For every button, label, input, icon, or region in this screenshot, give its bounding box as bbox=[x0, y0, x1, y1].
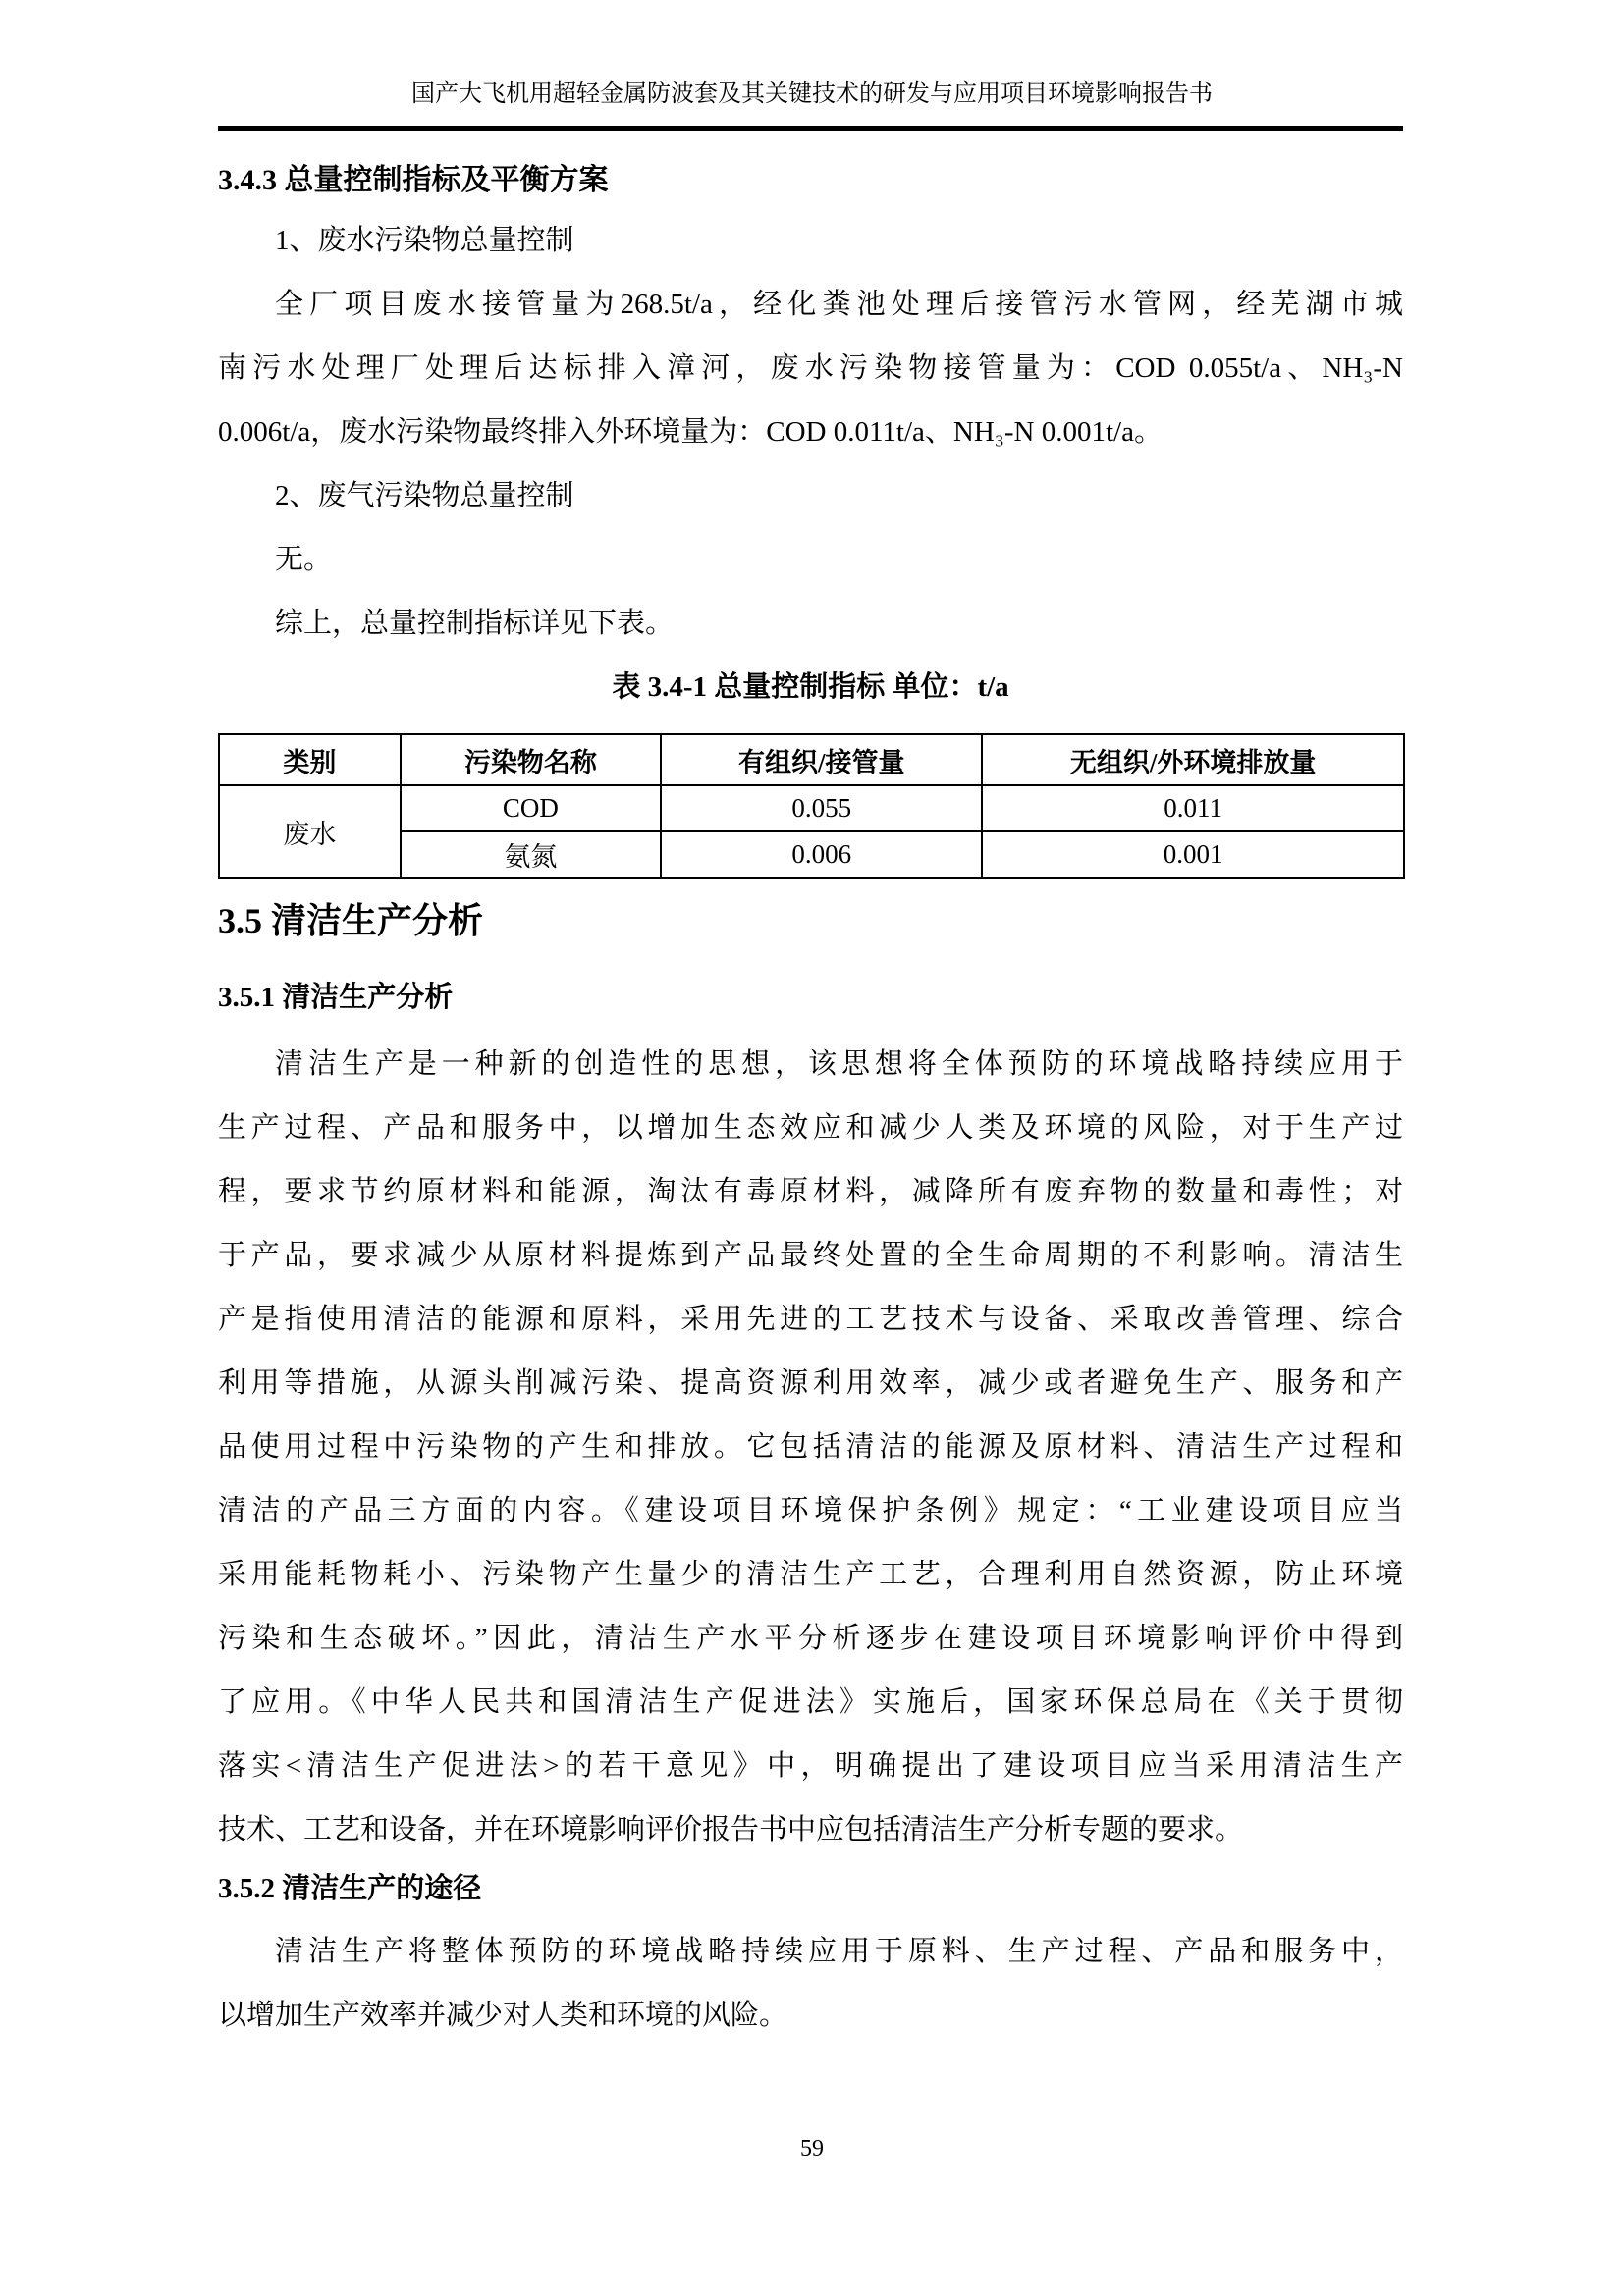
table-header-organized: 有组织/接管量 bbox=[661, 734, 982, 785]
text-line: 南污水处理厂处理后达标排入漳河，废水污染物接管量为：COD 0.055t/a、NH₃-N bbox=[218, 352, 1403, 384]
table-header-row bbox=[219, 734, 1404, 785]
section-3-5-1-heading: 3.5.1 清洁生产分析 bbox=[218, 982, 454, 1013]
text-line: 了应用。《中华人民共和国清洁生产促进法》实施后，国家环保总局在《关于贯彻 bbox=[218, 1686, 1403, 1718]
table-cell-unorganized: 0.011 bbox=[982, 785, 1404, 831]
text-line: 技术、工艺和设备，并在环境影响评价报告书中应包括清洁生产分析专题的要求。 bbox=[218, 1814, 1244, 1845]
table-header-unorganized: 无组织/外环境排放量 bbox=[982, 734, 1404, 785]
section-3-5-2-heading: 3.5.2 清洁生产的途径 bbox=[218, 1873, 482, 1904]
text-line: 全厂项目废水接管量为268.5t/a，经化粪池处理后接管污水管网，经芜湖市城 bbox=[275, 289, 1403, 320]
text-line: 程，要求节约原材料和能源，淘汰有毒原材料，减降所有废弃物的数量和毒性；对 bbox=[218, 1176, 1403, 1207]
text-line: 2、废气污染物总量控制 bbox=[275, 480, 574, 511]
text-line: 1、废水污染物总量控制 bbox=[275, 225, 574, 256]
text-line: 产是指使用清洁的能源和原料，采用先进的工艺技术与设备、采取改善管理、综合 bbox=[218, 1304, 1403, 1335]
table-3-4-1 bbox=[218, 733, 1405, 879]
table-cell-unorganized: 0.001 bbox=[982, 831, 1404, 878]
text-line: 无。 bbox=[275, 544, 333, 575]
section-3-4-3-body bbox=[218, 209, 1403, 656]
text-line: 污染和生态破坏。”因此，清洁生产水平分析逐步在建设项目环境影响评价中得到 bbox=[218, 1623, 1403, 1654]
page-number: 59 bbox=[800, 2136, 824, 2162]
text-line: 以增加生产效率并减少对人类和环境的风险。 bbox=[218, 2000, 788, 2031]
table-row bbox=[219, 785, 1404, 831]
text-line: 清洁生产将整体预防的环境战略持续应用于原料、生产过程、产品和服务中， bbox=[275, 1936, 1403, 1967]
table-cell-pollutant: COD bbox=[401, 785, 662, 831]
section-3-5-2-body bbox=[218, 1920, 1403, 2048]
section-3-4-3-heading: 3.4.3 总量控制指标及平衡方案 bbox=[218, 164, 609, 196]
table-cell-organized: 0.055 bbox=[661, 785, 982, 831]
text-line: 落实<清洁生产促进法>的若干意见》中，明确提出了建设项目应当采用清洁生产 bbox=[218, 1750, 1403, 1782]
text-line: 综上，总量控制指标详见下表。 bbox=[275, 608, 675, 639]
text-line: 清洁生产是一种新的创造性的思想，该思想将全体预防的环境战略持续应用于 bbox=[275, 1048, 1403, 1080]
text-line: 清洁的产品三方面的内容。《建设项目环境保护条例》规定：“工业建设项目应当 bbox=[218, 1495, 1403, 1526]
table-cell-organized: 0.006 bbox=[661, 831, 982, 878]
text-line: 0.006t/a，废水污染物最终排入外环境量为：COD 0.011t/a、NH₃-N 0.001t/a。 bbox=[218, 416, 1163, 448]
text-line: 生产过程、产品和服务中，以增加生态效应和减少人类及环境的风险，对于生产过 bbox=[218, 1112, 1403, 1144]
text-line: 利用等措施，从源头削减污染、提高资源利用效率，减少或者避免生产、服务和产 bbox=[218, 1367, 1403, 1399]
section-3-5-heading: 3.5 清洁生产分析 bbox=[218, 901, 484, 940]
text-line: 品使用过程中污染物的产生和排放。它包括清洁的能源及原材料、清洁生产过程和 bbox=[218, 1431, 1403, 1463]
table-3-4-1-title: 表 3.4-1 总量控制指标 单位：t/a bbox=[612, 671, 1009, 703]
table-cell-category: 废水 bbox=[219, 785, 401, 878]
table-cell-pollutant: 氨氮 bbox=[401, 831, 662, 878]
section-3-5-1-body bbox=[218, 1033, 1403, 1862]
table-header-pollutant: 污染物名称 bbox=[401, 734, 662, 785]
table-header-category: 类别 bbox=[219, 734, 401, 785]
text-line: 于产品，要求减少从原材料提炼到产品最终处置的全生命周期的不利影响。清洁生 bbox=[218, 1240, 1403, 1271]
text-line: 采用能耗物耗小、污染物产生量少的清洁生产工艺，合理利用自然资源，防止环境 bbox=[218, 1559, 1403, 1590]
header-rule bbox=[218, 126, 1403, 131]
document-header-title: 国产大飞机用超轻金属防波套及其关键技术的研发与应用项目环境影响报告书 bbox=[411, 81, 1213, 107]
